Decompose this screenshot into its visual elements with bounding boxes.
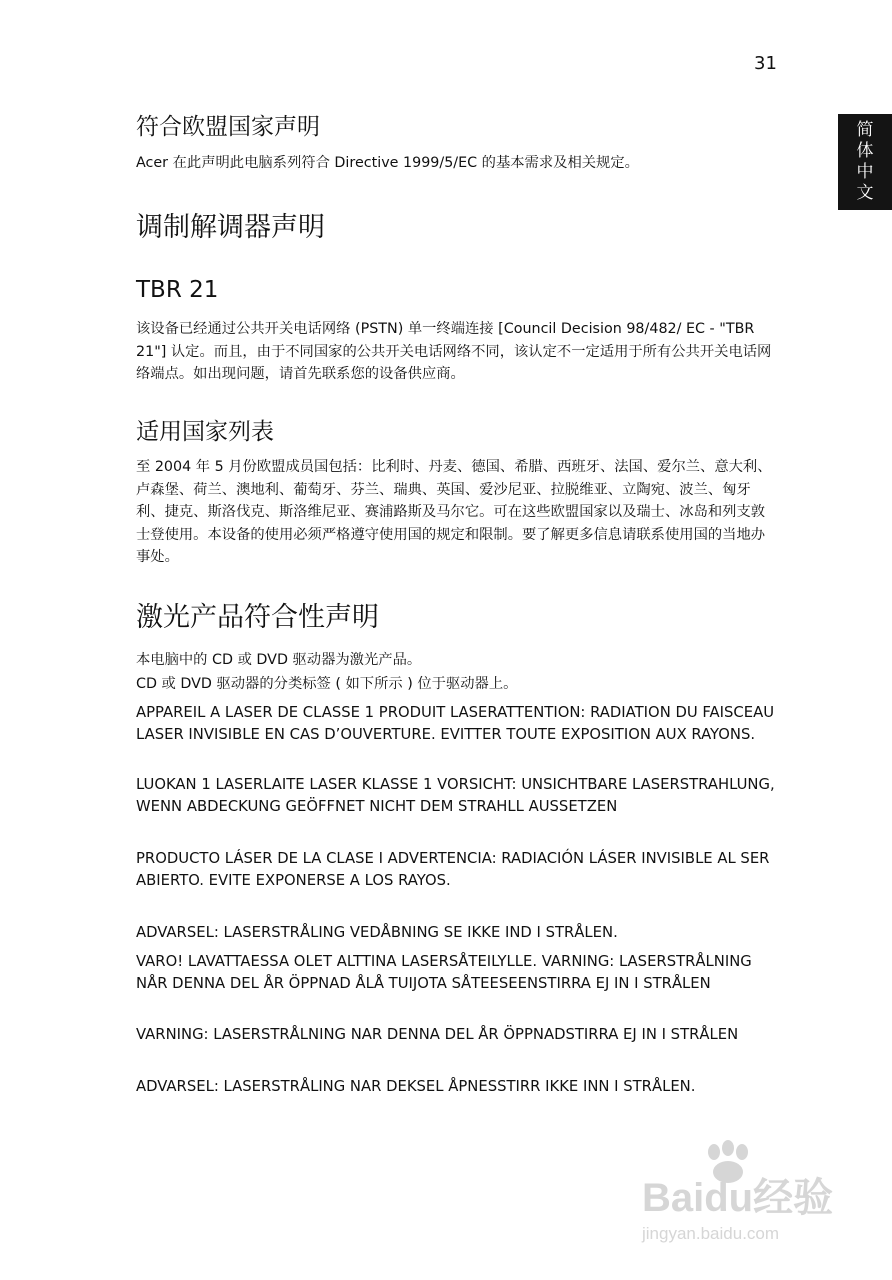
laser-notice-finnish-swedish: VARO! LAVATTAESSA OLET ALTTINA LASERSÅTEILYLLE. VARNING: LASERSTRÅLNING NÅR DENNA DEL ÅR ÖPPNAD ÅLÅ TUIJOTA SÅTEESEENSTIRRA EJ IN I STRÅLEN	[136, 953, 752, 992]
laser-notice-swedish: VARNING: LASERSTRÅLNING NAR DENNA DEL ÅR ÖPPNADSTIRRA EJ IN I STRÅLEN	[136, 1026, 739, 1043]
laser-intro-1: 本电脑中的 CD 或 DVD 驱动器为激光产品。	[136, 652, 422, 668]
baidu-watermark	[614, 1132, 844, 1262]
modem-heading: 调制解调器声明	[136, 212, 325, 243]
laser-heading: 激光产品符合性声明	[136, 602, 379, 633]
tbr21-heading: TBR 21	[136, 277, 219, 303]
laser-notice-french: APPAREIL A LASER DE CLASSE 1 PRODUIT LASERATTENTION: RADIATION DU FAISCEAU LASER INVISIBLE EN CAS D’OUVERTURE. EVITTER TOUTE EXPOSITION AUX RAYONS.	[136, 704, 775, 743]
tbr21-text: 该设备已经通过公共开关电话网络 (PSTN) 单一终端连接 [Council Decision 98/482/ EC - "TBR 21"] 认定。而且，由于不同国家的公共开关电话网络不同，该认定不一定适用于所有公共开关电话网络端点。如出现问题，请首先联系您的设备供应商。	[136, 321, 772, 382]
laser-notice-spanish: PRODUCTO LÁSER DE LA CLASE I ADVERTENCIA: RADIACIÓN LÁSER INVISIBLE AL SER ABIERTO. EVITE EXPONERSE A LOS RAYOS.	[136, 850, 770, 889]
watermark-url: jingyan.baidu.com	[642, 1224, 780, 1243]
country-list-heading: 适用国家列表	[136, 419, 274, 445]
language-tab	[838, 114, 892, 210]
page-number: 31	[754, 53, 777, 74]
eu-declaration-heading: 符合欧盟国家声明	[136, 114, 320, 140]
eu-declaration-text: Acer 在此声明此电脑系列符合 Directive 1999/5/EC 的基本需求及相关规定。	[136, 155, 639, 171]
laser-notice-danish: ADVARSEL: LASERSTRÅLING VEDÅBNING SE IKKE IND I STRÅLEN.	[136, 924, 618, 941]
laser-intro-2: CD 或 DVD 驱动器的分类标签 ( 如下所示 ) 位于驱动器上。	[136, 676, 518, 692]
language-tab-label: 简体中文	[856, 120, 874, 203]
watermark-logo: Baidu经验	[642, 1176, 834, 1220]
laser-notice-norwegian: ADVARSEL: LASERSTRÅLING NAR DEKSEL ÅPNESSTIRR IKKE INN I STRÅLEN.	[136, 1078, 696, 1095]
country-list-text: 至 2004 年 5 月份欧盟成员国包括：比利时、丹麦、德国、希腊、西班牙、法国、爱尔兰、意大利、卢森堡、荷兰、澳地利、葡萄牙、芬兰、瑞典、英国、爱沙尼亚、拉脱维亚、立陶宛、波兰、匈牙利、捷克、斯洛伐克、斯洛维尼亚、赛浦路斯及马尔它。可在这些欧盟国家以及瑞士、冰岛和列支敦士登使用。本设备的使用必须严格遵守使用国的规定和限制。要了解更多信息请联系使用国的当地办事处。	[136, 459, 772, 565]
laser-notice-german: LUOKAN 1 LASERLAITE LASER KLASSE 1 VORSICHT: UNSICHTBARE LASERSTRAHLUNG, WENN ABDECKUNG GEÖFFNET NICHT DEM STRAHLL AUSSETZEN	[136, 776, 775, 815]
